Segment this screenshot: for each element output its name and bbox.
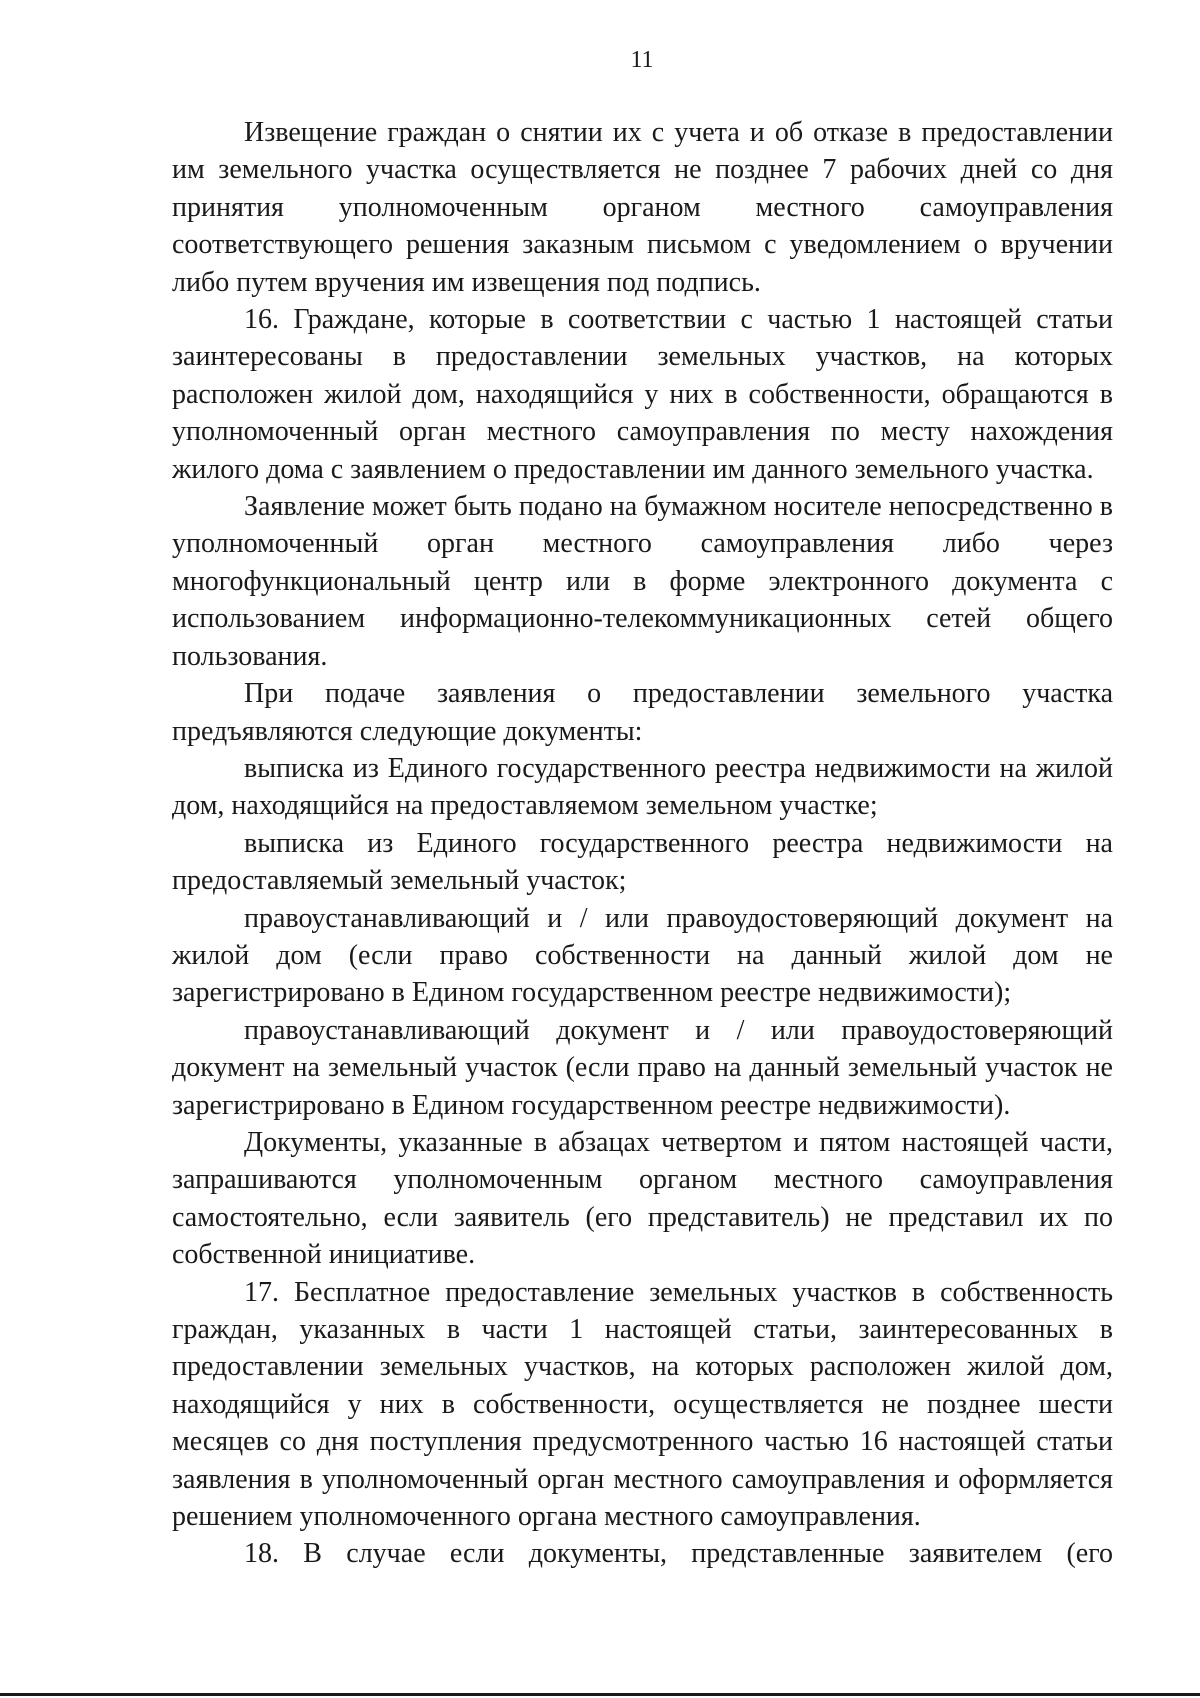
paragraph-house-extract: выписка из Единого государственного реестра недвижимости на жилой дом, находящийся на предоставляемом земельном участке; (172, 752, 1113, 822)
paragraph-17: 17. Бесплатное предоставление земельных участков в собственность граждан, указанных в части 1 настоящей статьи, заинтересованных в предоставлении земельных участков, на которых расположен жилой дом, находящийся у них в собственности, осуществляется не позднее шести месяцев со дня поступления предусмотренного частью 16 настоящей статьи заявления в уполномоченный орган местного самоуправления и оформляется решением уполномоченного органа местного самоуправления. (172, 1276, 1113, 1533)
paragraph-16: 16. Граждане, которые в соответствии с частью 1 настоящей статьи заинтересованы в предоставлении земельных участков, на которых расположен жилой дом, находящийся у них в собственности, обращаются в уполномоченный орган местного самоуправления по месту нахождения жилого дома с заявлением о предоставлении им данного земельного участка. (172, 304, 1113, 485)
paragraph-documents-intro: При подаче заявления о предоставлении земельного участка предъявляются следующие документы: (172, 678, 1113, 747)
page-bottom-rule (0, 1693, 1200, 1696)
paragraph-land-extract: выписка из Единого государственного реестра недвижимости на предоставляемый земельный участок; (172, 827, 1113, 897)
paragraph-house-title-document: правоустанавливающий и / или правоудостоверяющий документ на жилой дом (если право собственности на данный жилой дом не зарегистрировано в Едином государственном реестре недвижимости); (172, 902, 1113, 1009)
paragraph-land-title-document: правоустанавливающий документ и / или правоудостоверяющий документ на земельный участок (если право на данный земельный участок не зарегистрировано в Едином государственном реестре недвижимости). (172, 1014, 1113, 1121)
paragraph-documents-requested: Документы, указанные в абзацах четвертом и пятом настоящей части, запрашиваются уполномоченным органом местного самоуправления самостоятельно, если заявитель (его представитель) не представил их по собственной инициативе. (172, 1126, 1113, 1271)
paragraph-18: 18. В случае если документы, представленные заявителем (его (244, 1538, 1113, 1570)
paragraph-notice: Извещение граждан о снятии их с учета и об отказе в предоставлении им земельного участка осуществляется не позднее 7 рабочих дней со дня принятия уполномоченным органом местного самоуправления соответствующего решения заказным письмом с уведомлением о вручении либо путем вручения им извещения под подпись. (172, 117, 1113, 298)
page-number: 11 (630, 47, 654, 73)
paragraph-application: Заявление может быть подано на бумажном носителе непосредственно в уполномоченный орган местного самоуправления либо через многофункциональный центр или в форме электронного документа с использованием информационно-телекоммуникационных сетей общего пользования. (172, 491, 1113, 672)
document-body (172, 114, 1113, 1573)
